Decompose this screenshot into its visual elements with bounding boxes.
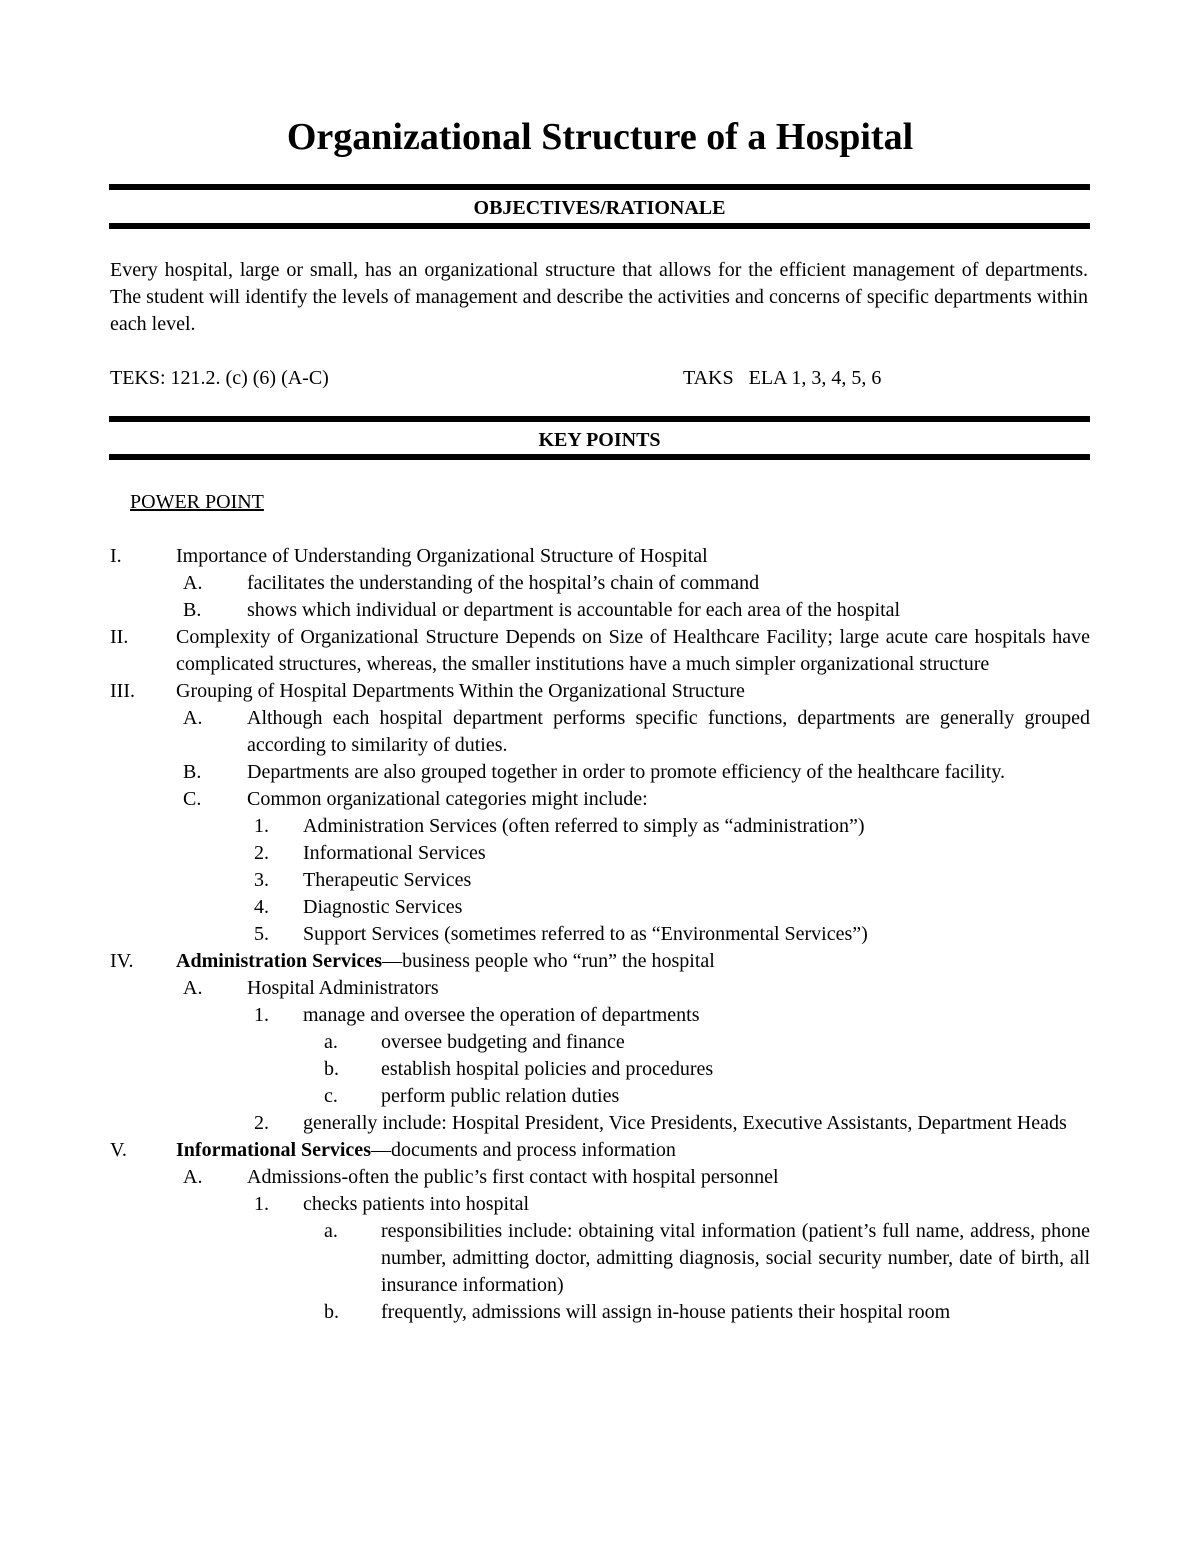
key-points-outline (110, 543, 1090, 1326)
outline-marker: A. (183, 572, 203, 594)
objectives-heading: OBJECTIVES/RATIONALE (473, 197, 726, 219)
outline-text: Grouping of Hospital Departments Within the Organizational Structure (176, 680, 745, 702)
outline-item (110, 975, 1090, 1002)
outline-item (110, 1299, 1090, 1326)
outline-text: Complexity of Organizational Structure Depends on Size of Healthcare Facility; large acute care hospitals have complicated structures, whereas, the smaller institutions have a much simpler organizational structure (176, 626, 1090, 675)
outline-text: Informational Services (303, 842, 486, 864)
outline-text: Hospital Administrators (247, 977, 439, 999)
outline-text (176, 1137, 1090, 1164)
outline-item (110, 1056, 1090, 1083)
divider-rule (109, 223, 1090, 229)
outline-item (110, 1110, 1090, 1137)
outline-text: oversee budgeting and finance (381, 1031, 625, 1053)
outline-item (110, 1083, 1090, 1110)
outline-marker: c. (324, 1085, 338, 1107)
outline-text: Therapeutic Services (303, 869, 472, 891)
taks-standard: TAKS ELA 1, 3, 4, 5, 6 (683, 367, 882, 389)
outline-marker: 2. (254, 842, 269, 864)
outline-item (110, 840, 1090, 867)
outline-text: checks patients into hospital (303, 1193, 530, 1215)
outline-item (110, 597, 1090, 624)
outline-text: Importance of Understanding Organizational Structure of Hospital (176, 545, 708, 567)
outline-text: Support Services (sometimes referred to as “Environmental Services”) (303, 923, 868, 945)
outline-marker: IV. (110, 950, 134, 972)
outline-marker: V. (110, 1139, 127, 1161)
outline-marker: 1. (254, 1193, 269, 1215)
outline-item (110, 1137, 1090, 1164)
divider-rule (109, 184, 1090, 190)
outline-text-rest: —documents and process information (370, 1139, 676, 1161)
outline-marker: 2. (254, 1112, 269, 1134)
divider-rule (109, 416, 1090, 422)
outline-bold-term: Informational Services (176, 1139, 371, 1161)
outline-text-rest: —business people who “run” the hospital (382, 950, 715, 972)
outline-marker: B. (183, 761, 202, 783)
objectives-paragraph: Every hospital, large or small, has an organizational structure that allows for the efficient management of departments. The student will identify the levels of management and describe the activities and concerns of specific departments within each level. (110, 259, 1088, 335)
outline-item (110, 813, 1090, 840)
outline-item (110, 543, 1090, 570)
outline-item (110, 894, 1090, 921)
outline-text (176, 948, 1090, 975)
page-title: Organizational Structure of a Hospital (286, 116, 914, 158)
outline-marker: a. (324, 1220, 338, 1242)
outline-marker: b. (324, 1301, 339, 1323)
outline-item (110, 1164, 1090, 1191)
outline-item (110, 678, 1090, 705)
outline-text: Admissions-often the public’s first contact with hospital personnel (247, 1166, 779, 1188)
outline-text: frequently, admissions will assign in-house patients their hospital room (381, 1301, 951, 1323)
outline-text: Administration Services (often referred to simply as “administration”) (303, 815, 865, 837)
outline-text: perform public relation duties (381, 1085, 620, 1107)
outline-marker: 5. (254, 923, 269, 945)
outline-marker: III. (110, 680, 135, 702)
outline-item (110, 624, 1090, 678)
outline-item (110, 705, 1090, 759)
outline-item (110, 570, 1090, 597)
outline-text: Common organizational categories might include: (247, 788, 648, 810)
outline-text: Departments are also grouped together in order to promote efficiency of the healthcare facility. (247, 761, 1006, 783)
key-points-heading: KEY POINTS (538, 429, 661, 451)
outline-text: facilitates the understanding of the hospital’s chain of command (247, 572, 760, 594)
outline-marker: 1. (254, 815, 269, 837)
outline-marker: A. (183, 707, 203, 729)
outline-item (110, 948, 1090, 975)
outline-item (110, 1002, 1090, 1029)
outline-marker: 1. (254, 1004, 269, 1026)
outline-text: Diagnostic Services (303, 896, 463, 918)
outline-text: manage and oversee the operation of departments (303, 1004, 700, 1026)
outline-marker: 4. (254, 896, 269, 918)
outline-marker: II. (110, 626, 129, 648)
outline-marker: C. (183, 788, 202, 810)
outline-marker: A. (183, 1166, 203, 1188)
outline-marker: I. (110, 545, 122, 567)
outline-item (110, 759, 1090, 786)
outline-marker: 3. (254, 869, 269, 891)
outline-item (110, 1191, 1090, 1218)
outline-text: generally include: Hospital President, Vice Presidents, Executive Assistants, Department Heads (303, 1112, 1067, 1134)
outline-marker: B. (183, 599, 202, 621)
outline-text: responsibilities include: obtaining vital information (patient’s full name, address, phone number, admitting doctor, admitting diagnosis, social security number, date of birth, all insurance information) (381, 1220, 1090, 1296)
outline-item (110, 1218, 1090, 1299)
outline-item (110, 1029, 1090, 1056)
power-point-label: POWER POINT (130, 491, 264, 513)
outline-text: Although each hospital department performs specific functions, departments are generally grouped according to similarity of duties. (247, 707, 1090, 756)
outline-marker: A. (183, 977, 203, 999)
teks-standard: TEKS: 121.2. (c) (6) (A-C) (110, 367, 329, 389)
outline-item (110, 786, 1090, 813)
outline-text: establish hospital policies and procedures (381, 1058, 714, 1080)
outline-marker: a. (324, 1031, 338, 1053)
outline-text: shows which individual or department is accountable for each area of the hospital (247, 599, 901, 621)
outline-marker: b. (324, 1058, 339, 1080)
outline-item (110, 921, 1090, 948)
outline-bold-term: Administration Services (176, 950, 383, 972)
divider-rule (109, 454, 1090, 460)
outline-item (110, 867, 1090, 894)
